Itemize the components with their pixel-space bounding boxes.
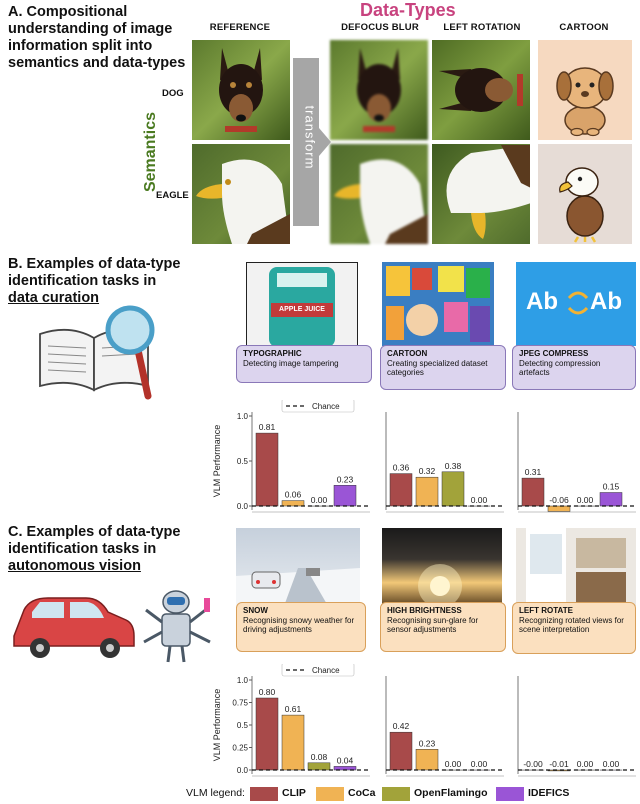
- bar: [442, 472, 464, 506]
- bar: [522, 478, 544, 506]
- task-box-typographic: [236, 345, 372, 383]
- bar-value-label: 0.80: [258, 687, 276, 697]
- legend-swatch-coca: [316, 787, 344, 801]
- task-name: CARTOON: [387, 349, 428, 358]
- apple-juice-label: APPLE JUICE: [279, 306, 325, 313]
- title-line: identification tasks in: [8, 273, 157, 289]
- task-desc: Recognizing rotated views for scene interpretation: [519, 615, 624, 634]
- title-underlined: autonomous vision: [8, 558, 141, 574]
- task-desc: Creating specialized dataset categories: [387, 358, 488, 377]
- chance-legend-label: Chance: [312, 402, 340, 411]
- bar-value-label: 0.00: [470, 495, 488, 505]
- bar-value-label: 0.32: [418, 466, 436, 477]
- rotated-eagle-image: [432, 144, 530, 244]
- title-line: understanding of image: [8, 21, 173, 37]
- chart-c-svg: [208, 664, 640, 782]
- task-desc: Detecting image tampering: [243, 358, 339, 368]
- jpeg-ab-right: Ab: [590, 288, 622, 315]
- bar: [548, 506, 570, 511]
- title-line: information split into: [8, 38, 153, 54]
- y-tick-label: 0.5: [236, 457, 248, 466]
- col-head-rotation: LEFT ROTATION: [443, 22, 521, 33]
- y-axis-label: VLM Performance: [212, 688, 222, 762]
- section-a-title: [8, 4, 198, 72]
- bar-value-label: 0.42: [392, 721, 410, 732]
- task-name: HIGH BRIGHTNESS: [387, 606, 462, 615]
- bar: [390, 474, 412, 506]
- bar-value-label: 0.15: [602, 481, 620, 492]
- jpeg-example-image: [516, 262, 636, 346]
- legend-item-openflamingo: OpenFlamingo: [414, 787, 488, 799]
- task-desc: Recognising snowy weather for driving adjustments: [243, 615, 355, 634]
- semantics-label: Semantics: [142, 111, 159, 193]
- task-name: TYPOGRAPHIC: [243, 349, 302, 358]
- bar: [416, 477, 438, 506]
- jpeg-ab-left: Ab: [526, 288, 558, 315]
- y-axis-label: VLM Performance: [212, 424, 222, 498]
- legend-item-idefics: IDEFICS: [528, 787, 570, 799]
- y-tick-label: 1.0: [236, 412, 248, 421]
- title-line: B. Examples of data-type: [8, 256, 181, 272]
- defocus-eagle-image: [330, 144, 428, 244]
- title-line: identification tasks in: [8, 541, 157, 557]
- bar-value-label: 0.06: [284, 489, 302, 500]
- bar-value-label: 0.36: [392, 462, 410, 473]
- bar: [416, 749, 438, 770]
- legend-swatch-idefics: [496, 787, 524, 801]
- title-line: semantics and data-types: [8, 55, 186, 71]
- legend: [0, 786, 640, 804]
- y-tick-label: 1.0: [236, 676, 248, 685]
- rotated-dog-image: [432, 40, 530, 140]
- bar-value-label: 0.31: [524, 467, 542, 478]
- transform-label: transform: [302, 105, 318, 170]
- bar-value-label: 0.04: [336, 755, 354, 766]
- y-tick-label: 0.5: [236, 721, 248, 730]
- bar-value-label: -0.00: [523, 759, 543, 769]
- bar-value-label: 0.23: [418, 738, 436, 749]
- bar: [256, 698, 278, 770]
- bar: [334, 485, 356, 506]
- legend-label: VLM legend:: [186, 787, 245, 799]
- bar-value-label: 0.81: [258, 422, 276, 433]
- task-desc: Recognising sun-glare for sensor adjustments: [387, 615, 479, 634]
- bar-value-label: 0.00: [310, 495, 328, 505]
- legend-item-clip: CLIP: [282, 787, 306, 799]
- chart-b-svg: [208, 400, 640, 518]
- legend-swatch-openflamingo: [382, 787, 410, 801]
- bar: [548, 770, 570, 771]
- section-c-title: [8, 524, 208, 575]
- row-label-dog: DOG: [162, 88, 184, 99]
- brightness-example-image: [382, 528, 502, 606]
- bar: [256, 433, 278, 506]
- reference-dog-image: [192, 40, 290, 140]
- task-box-snow: [236, 602, 366, 652]
- y-tick-label: 0.0: [236, 766, 248, 775]
- legend-item-coca: CoCa: [348, 787, 376, 799]
- cartoon-eagle-image: [538, 144, 632, 244]
- y-tick-label: 0.25: [232, 743, 248, 753]
- task-box-rotate: [512, 602, 636, 654]
- bar-value-label: 0.08: [310, 751, 328, 762]
- snow-example-image: [236, 528, 360, 606]
- task-name: SNOW: [243, 606, 268, 615]
- cartoon-dog-image: [538, 40, 632, 140]
- car-robot-illustration: [8, 580, 228, 670]
- bar-value-label: 0.38: [444, 460, 462, 471]
- legend-swatch-clip: [250, 787, 278, 801]
- task-name: LEFT ROTATE: [519, 606, 573, 615]
- bar: [600, 493, 622, 507]
- bar-value-label: 0.00: [576, 495, 594, 505]
- title-line: C. Examples of data-type: [8, 524, 181, 540]
- y-tick-label: 0.0: [236, 502, 248, 511]
- bar-value-label: -0.01: [549, 759, 569, 769]
- bar-value-label: 0.00: [444, 759, 462, 769]
- rotate-example-image: [516, 528, 636, 606]
- chance-legend-label: Chance: [312, 666, 340, 675]
- title-line: A. Compositional: [8, 4, 128, 20]
- title-underlined: data curation: [8, 290, 100, 306]
- bar: [282, 715, 304, 770]
- task-box-jpeg: [512, 345, 636, 390]
- col-head-reference: REFERENCE: [209, 22, 271, 33]
- cartoon-example-image: [382, 262, 494, 346]
- bar-value-label: -0.06: [549, 495, 569, 505]
- task-box-cartoon: [380, 345, 506, 390]
- bar-value-label: 0.61: [284, 704, 302, 715]
- reference-eagle-image: [192, 144, 290, 244]
- task-box-brightness: [380, 602, 506, 652]
- bar: [282, 501, 304, 506]
- bar-value-label: 0.00: [602, 759, 620, 769]
- col-head-cartoon: CARTOON: [559, 22, 609, 33]
- book-magnifier-illustration: [30, 304, 170, 404]
- data-types-title: Data-Types: [360, 0, 456, 20]
- typographic-example-image: [246, 262, 358, 348]
- bar-value-label: 0.23: [336, 474, 354, 485]
- section-b-title: [8, 256, 208, 307]
- defocus-dog-image: [330, 40, 428, 140]
- bar-value-label: 0.00: [576, 759, 594, 769]
- col-head-defocus: DEFOCUS BLUR: [341, 22, 419, 33]
- bar-value-label: 0.00: [470, 759, 488, 769]
- bar: [308, 763, 330, 770]
- row-label-eagle: EAGLE: [156, 190, 189, 201]
- y-tick-label: 0.75: [232, 698, 248, 708]
- task-name: JPEG COMPRESS: [519, 349, 589, 358]
- task-desc: Detecting compression artefacts: [519, 358, 601, 377]
- bar: [390, 732, 412, 770]
